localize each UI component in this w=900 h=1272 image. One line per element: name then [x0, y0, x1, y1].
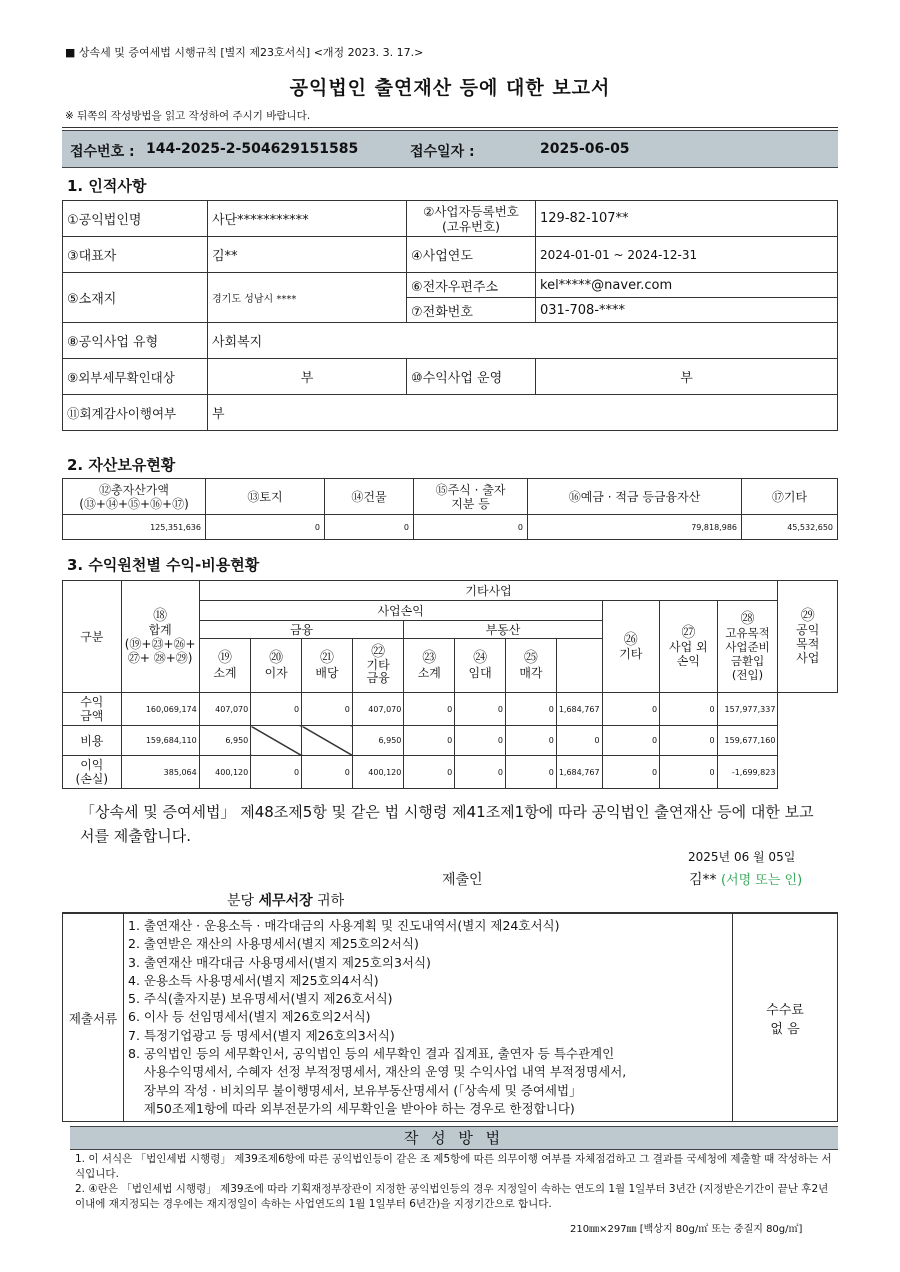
business-type: 사회복지: [208, 323, 838, 359]
asset-value: 0: [414, 515, 528, 540]
external-tax-label: ⑨외부세무확인대상: [63, 359, 208, 395]
table-cell: 0: [506, 693, 557, 726]
receipt-bar: [62, 130, 838, 168]
instruction-item: 1. 이 서식은 「법인세법 시행령」 제39조제6항에 따른 공익법인등이 같은 조 제5항에 따른 의무이행 여부를 자체점검하고 그 결과를 국세청에 제출할 때 작성하는 서식입니다.: [75, 1153, 832, 1180]
sub-header-label: 배당: [315, 665, 339, 680]
table-cell: 385,064: [121, 756, 199, 789]
asset-header: ⑰기타: [742, 479, 838, 515]
table-cell: 0: [660, 756, 718, 789]
table-cell: 1,684,767: [556, 693, 602, 726]
corp-name: 사단***********: [208, 201, 407, 237]
reserve-label: 고유목적 사업준비 금환입 (전입): [725, 625, 770, 682]
asset-header: ⑯예금 · 적금 등금융자산: [528, 479, 742, 515]
documents-list: [124, 913, 733, 1122]
table-cell: 6,950: [199, 726, 251, 756]
phone: 031-708-****: [536, 298, 838, 323]
submitter-label: 제출인: [442, 872, 483, 888]
sub-header-no: ㉑: [319, 649, 334, 666]
table-cell: 0: [404, 693, 455, 726]
table-cell: 0: [660, 693, 718, 726]
rep-label: ③대표자: [63, 237, 208, 273]
document-item: 8. 공익법인 등의 세무확인서, 공익법인 등의 세무확인 결과 집계표, 출연자 등 특수관계인: [128, 1046, 615, 1062]
sub-header: [404, 639, 455, 693]
instruction-note: ※ 뒤쪽의 작성방법을 읽고 작성하여 주시기 바랍니다.: [65, 110, 311, 122]
profit-business-label: ⑩수익사업 운영: [407, 359, 536, 395]
signer: [689, 869, 802, 889]
sub-header-no: ㉒: [371, 644, 386, 660]
sub-header: [352, 639, 404, 693]
nonbiz-no: ㉗: [681, 624, 696, 641]
document-item: 1. 출연재산 · 운용소득 · 매각대금의 사용계획 및 진도내역서(별지 제24호서식): [128, 918, 560, 933]
table-cell: 0: [455, 693, 506, 726]
table-cell: 0: [455, 726, 506, 756]
corp-name-label: ①공익법인명: [63, 201, 208, 237]
paper-spec: 210㎜×297㎜ [백상지 80g/㎡ 또는 중질지 80g/㎡]: [570, 1224, 803, 1235]
table-cell: 400,120: [352, 756, 404, 789]
total-header-no: ⑱: [153, 607, 168, 624]
receipt-no: 144-2025-2-504629151585: [146, 141, 359, 157]
receipt-no-label: 접수번호 :: [70, 144, 135, 160]
signature-hint: (서명 또는 인): [720, 873, 803, 888]
asset-header: ⑫총자산가액 (⑬+⑭+⑮+⑯+⑰): [63, 479, 206, 515]
document-item: 2. 출연받은 재산의 사용명세서(별지 제25호의2서식): [128, 936, 419, 952]
receipt-date: 2025-06-05: [540, 141, 630, 157]
sub-header-no: ⑲: [218, 649, 232, 666]
reserve-no: ㉘: [740, 610, 755, 627]
rep-name: 김**: [208, 237, 407, 273]
total-header-label: 합계 (⑲+㉓+㉖+ ㉗+ ㉘+㉙): [124, 622, 196, 665]
table-cell: 407,070: [352, 693, 404, 726]
document-item: 제50조제1항에 따라 외부전문가의 세무확인을 받아야 하는 경우로 한정합니다): [128, 1100, 575, 1116]
office-suffix: 귀하: [317, 893, 345, 909]
nonbiz-header: [660, 601, 718, 693]
sub-header-no: ㉔: [473, 649, 488, 666]
asset-value: 0: [325, 515, 414, 540]
asset-value: 45,532,650: [742, 515, 838, 540]
sub-header-label: 소계: [417, 665, 441, 680]
etc-label: 기타: [619, 646, 643, 661]
row-label-revenue: 수익 금액: [63, 693, 122, 726]
divider: [62, 127, 838, 128]
fee: 수수료 없 음: [733, 913, 838, 1122]
instructions-title: 작 성 방 법: [70, 1126, 838, 1150]
section3-heading: 3. 수익원천별 수익-비용현황: [67, 556, 260, 574]
document-item: 4. 운용소득 사용명세서(별지 제25호의4서식): [128, 972, 379, 988]
table-cell-blank: [302, 726, 353, 756]
sub-header-label: 이자: [264, 665, 288, 680]
email-label: ⑥전자우편주소: [407, 273, 536, 298]
receipt-date-label: 접수일자 :: [410, 144, 475, 160]
table-cell: 0: [455, 756, 506, 789]
asset-value: 125,351,636: [63, 515, 206, 540]
document-item: 3. 출연재산 매각대금 사용명세서(별지 제25호의3서식): [128, 954, 431, 970]
sub-header-no: ⑳: [269, 649, 284, 666]
asset-table: [62, 478, 838, 540]
table-cell: 0: [602, 693, 660, 726]
nonbiz-label: 사업 외 손익: [669, 639, 708, 668]
sub-header-no: ㉕: [523, 649, 538, 666]
sub-header-label: 기타 금융: [366, 658, 390, 685]
form-reference: ■ 상속세 및 증여세법 시행규칙 [별지 제23호서식] <개정 2023. 3. 17.>: [65, 46, 424, 59]
document-item: 사용수익명세서, 수혜자 선정 부적정명세서, 재산의 운영 및 수익사업 내역 부적정명세서,: [128, 1064, 627, 1080]
finance-header: 금융: [199, 621, 404, 639]
asset-value: 0: [206, 515, 325, 540]
sub-header: [199, 639, 251, 693]
biz-no-label: ②사업자등록번호 (고유번호): [407, 201, 536, 237]
sub-header-label: 매각: [519, 665, 543, 680]
instruction-item: 2. ④란은 「법인세법 시행령」 제39조에 따라 기획재정부장관이 지정한 공익법인등의 경우 지정일이 속하는 연도의 1월 1일부터 3년간 (지정받은기간이 끝난 후2년 이내에 재지정되는 경우에는 재지정일이 속하는 사업연도의 1월 1일부터 6년간)을 지정기간으로 합니다.: [75, 1183, 829, 1210]
sub-header-no: ㉓: [422, 649, 437, 666]
asset-header: ⑮주식 · 출자 지분 등: [414, 479, 528, 515]
asset-header: ⑬토지: [206, 479, 325, 515]
table-cell: 159,684,110: [121, 726, 199, 756]
table-cell: -1,699,823: [717, 756, 778, 789]
table-cell: 0: [506, 756, 557, 789]
documents-label: 제출서류: [63, 913, 124, 1122]
fiscal-year-label: ④사업연도: [407, 237, 536, 273]
other-business-header: 기타사업: [199, 581, 778, 601]
document-item: 5. 주식(출자지분) 보유명세서(별지 제26호서식): [128, 991, 393, 1007]
row-label-expense: 비용: [63, 726, 122, 756]
etc-no: ㉖: [623, 631, 638, 648]
office-prefix: 분당: [227, 893, 255, 909]
section2-heading: 2. 자산보유현황: [67, 456, 176, 474]
profit-business-value: 부: [536, 359, 838, 395]
email: kel*****@naver.com: [536, 273, 838, 298]
table-cell: 159,677,160: [717, 726, 778, 756]
reserve-header: [717, 601, 778, 693]
table-cell: 0: [556, 726, 602, 756]
business-type-label: ⑧공익사업 유형: [63, 323, 208, 359]
sub-header-label: 임대: [468, 665, 492, 680]
documents-table: [62, 912, 838, 1122]
audit-value: 부: [208, 395, 838, 431]
etc-header: [602, 601, 660, 693]
instructions: [75, 1152, 835, 1212]
table-cell: 407,070: [199, 693, 251, 726]
declaration-statement: 「상속세 및 증여세법」 제48조제5항 및 같은 법 시행령 제41조제1항에 따라 공익법인 출연재산 등에 대한 보고서를 제출합니다.: [80, 803, 814, 845]
business-pl-header: 사업손익: [199, 601, 602, 621]
table-cell: 0: [302, 693, 353, 726]
tax-office: [227, 890, 344, 910]
table-cell: 0: [404, 756, 455, 789]
table-cell: 0: [251, 693, 302, 726]
table-cell: 157,977,337: [717, 693, 778, 726]
table-cell: 400,120: [199, 756, 251, 789]
table-cell: 0: [404, 726, 455, 756]
page-title: 공익법인 출연재산 등에 대한 보고서: [289, 77, 611, 99]
table-cell: 0: [602, 756, 660, 789]
address-label: ⑤소재지: [63, 273, 208, 323]
audit-label: ⑪회계감사이행여부: [63, 395, 208, 431]
sub-header: [251, 639, 302, 693]
table-cell: 6,950: [352, 726, 404, 756]
table-cell: 0: [302, 756, 353, 789]
submit-date: 2025년 06 월 05일: [688, 850, 796, 864]
section1-heading: 1. 인적사항: [67, 177, 147, 195]
table-cell: 160,069,174: [121, 693, 199, 726]
table-cell: 0: [602, 726, 660, 756]
personal-info-table: [62, 200, 838, 431]
realestate-header: 부동산: [404, 621, 602, 639]
sub-header: [455, 639, 506, 693]
document-item: 7. 특정기업광고 등 명세서(별지 제26호의3서식): [128, 1027, 395, 1043]
document-item: 장부의 작성 · 비치의무 불이행명세서, 보유부동산명세서 (「상속세 및 증여세법」: [128, 1082, 582, 1098]
public-purpose-header: [778, 581, 838, 693]
table-cell: 0: [506, 726, 557, 756]
sub-header-label: 소계: [213, 665, 237, 680]
sub-header: [506, 639, 557, 693]
document-item: 6. 이사 등 선임명세서(별지 제26호의2서식): [128, 1009, 371, 1025]
income-table: [62, 580, 838, 789]
asset-value: 79,818,986: [528, 515, 742, 540]
sub-header: [302, 639, 353, 693]
external-tax-value: 부: [208, 359, 407, 395]
asset-header: ⑭건물: [325, 479, 414, 515]
phone-label: ⑦전화번호: [407, 298, 536, 323]
row-label-profit: 이익 (손실): [63, 756, 122, 789]
table-cell: 0: [660, 726, 718, 756]
office-name: 세무서장: [258, 893, 313, 909]
signer-name: 김**: [689, 872, 717, 888]
table-cell-blank: [251, 726, 302, 756]
fiscal-year: 2024-01-01 ~ 2024-12-31: [536, 237, 838, 273]
public-purpose-label: 공익 목적 사업: [796, 622, 820, 665]
table-cell: 0: [251, 756, 302, 789]
biz-no: 129-82-107**: [536, 201, 838, 237]
gubun-header: 구분: [63, 581, 122, 693]
public-purpose-no: ㉙: [800, 607, 815, 624]
table-cell: 1,684,767: [556, 756, 602, 789]
total-header: [121, 581, 199, 693]
address: 경기도 성남시 ****: [208, 273, 407, 323]
